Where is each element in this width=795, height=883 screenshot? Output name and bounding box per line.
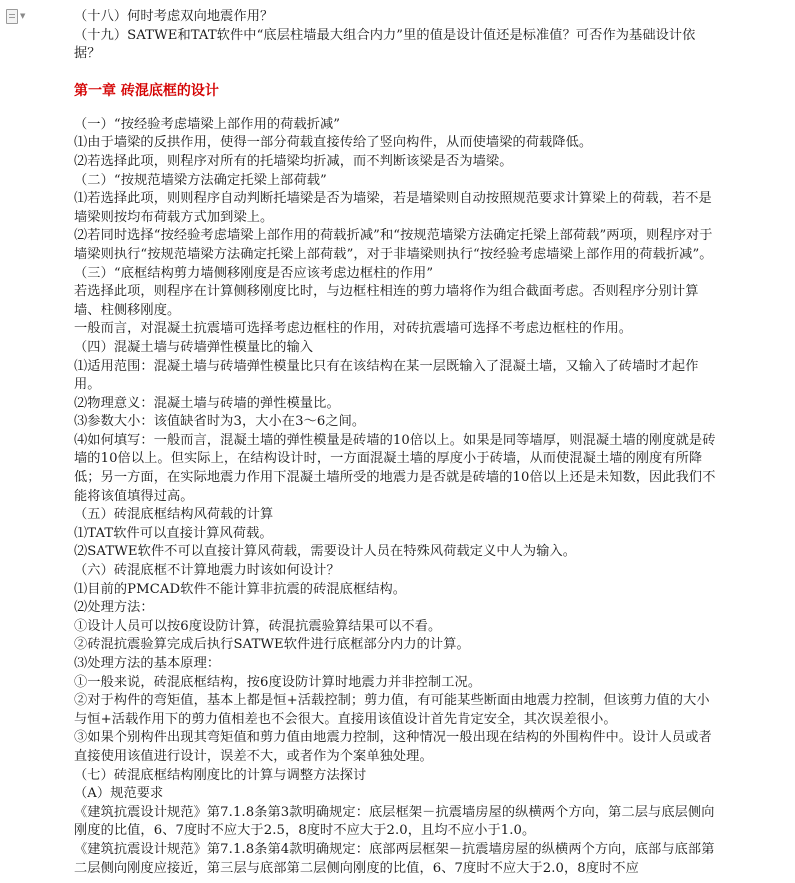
paragraph: ②对于构件的弯矩值，基本上都是恒+活载控制；剪力值，有可能某些断面由地震力控制，但该剪力值的大小与恒+活载作用下的剪力值相差也不会很大。直接用该值设计首先肯定安全，其次误差很小。 [74,693,710,727]
paragraph: ⑴目前的PMCAD软件不能计算非抗震的砖混底框结构。 [74,581,407,597]
paragraph: ⑵处理方法： [74,600,154,616]
document-icon [6,9,18,24]
paragraph: ⑷如何填写：一般而言，混凝土墙的弹性模量是砖墙的10倍以上。如果是同等墙厚，则混凝土墙的刚度就是砖墙的10倍以上。但实际上，在结构设计时，一方面混凝土墙的厚度小于砖墙，从而使混凝土墙的刚度有所降低；另一方面，在实际地震力作用下混凝土墙所受的地震力是否就是砖墙的10倍以上还是未知数，因此我们不能将该值填得过高。 [74,432,716,504]
paragraph: ⑵物理意义：混凝土墙与砖墙的弹性模量比。 [74,395,340,411]
dropdown-caret-icon: ▼ [20,11,26,20]
paragraph: 《建筑抗震设计规范》第7.1.8条第4款明确规定：底部两层框架－抗震墙房屋的纵横两个方向，底部与底部第二层侧向刚度应接近，第三层与底部第二层侧向刚度的比值，6、7度时不应大于2.0，8度时不应 [74,841,715,876]
paragraph: ⑴若选择此项，则则程序自动判断托墙梁是否为墙梁，若是墙梁则自动按照规范要求计算梁上的荷载，若不是墙梁则按均布荷载方式加到梁上。 [74,191,712,225]
paragraph: ⑵若同时选择“按经验考虑墙梁上部作用的荷载折减”和“按规范墙梁方法确定托梁上部荷载”两项，则程序对于墙梁则执行“按规范墙梁方法确定托梁上部荷载”，对于非墙梁则执行“按经验考虑墙梁上部作用的荷载折减”。 [74,228,713,262]
paragraph: 一般而言，对混凝土抗震墙可选择考虑边框柱的作用，对砖抗震墙可选择不考虑边框柱的作用。 [74,321,633,337]
paragraph: ⑵SATWE软件不可以直接计算风荷载，需要设计人员在特殊风荷载定义中人为输入。 [74,544,577,560]
paragraph: ⑴TAT软件可以直接计算风荷载。 [74,525,273,541]
paragraph: ①设计人员可以按6度设防计算，砖混抗震验算结果可以不看。 [74,618,442,634]
paragraph: 《建筑抗震设计规范》第7.1.8条第3款明确规定：底层框架－抗震墙房屋的纵横两个方向，第二层与底层侧向刚度的比值，6、7度时不应大于2.5，8度时不应大于2.0，且均不应小于1.0。 [74,804,715,839]
toc-entry-19: （十九）SATWE和TAT软件中“底层柱墙最大组合内力”里的值是设计值还是标准值？可否作为基础设计依据？ [74,27,696,62]
paragraph: ③如果个别构件出现其弯矩值和剪力值由地震力控制，这种情况一般出现在结构的外围构件中。设计人员或者直接使用该值进行设计，误差不大，或者作为个案单独处理。 [74,730,712,764]
section-heading: （二）“按规范墙梁方法确定托梁上部荷载” [74,172,327,188]
paragraph: ⑶处理方法的基本原理： [74,656,221,671]
paragraph: ⑶参数大小：该值缺省时为3，大小在3～6之间。 [74,414,366,430]
paragraph: ②砖混抗震验算完成后执行SATWE软件进行底框部分内力的计算。 [74,637,470,653]
toc-entry-18: （十八）何时考虑双向地震作用？ [74,9,274,24]
section-heading: （六）砖混底框不计算地震力时该如何设计？ [74,563,340,579]
section-heading: （三）“底框结构剪力墙侧移刚度是否应该考虑边框柱的作用” [74,265,434,281]
subsection-heading: （A）规范要求 [74,786,164,802]
paragraph: ⑴由于墙梁的反拱作用，使得一部分荷载直接传给了竖向构件，从而使墙梁的荷载降低。 [74,135,593,151]
section-heading: （一）“按经验考虑墙梁上部作用的荷载折减” [74,116,341,132]
document-page [74,8,722,878]
section-heading: （四）混凝土墙与砖墙弹性模量比的输入 [74,339,314,355]
paragraph: 若选择此项，则程序在计算侧移刚度比时，与边框柱相连的剪力墙将作为组合截面考虑。否则程序分别计算墙、柱侧移刚度。 [74,284,699,318]
section-heading: （七）砖混底框结构刚度比的计算与调整方法探讨 [74,767,367,783]
paragraph: ⑴适用范围：混凝土墙与砖墙弹性模量比只有在该结构在某一层既输入了混凝土墙，又输入了砖墙时才起作用。 [74,358,699,393]
chapter-title: 第一章 砖混底框的设计 [74,82,219,99]
paragraph: ①一般来说，砖混底框结构，按6度设防计算时地震力并非控制工况。 [74,674,482,690]
section-heading: （五）砖混底框结构风荷载的计算 [74,507,274,523]
paragraph: ⑵若选择此项，则程序对所有的托墙梁均折减，而不判断该梁是否为墙梁。 [74,153,513,169]
document-menu-button[interactable] [6,8,32,24]
